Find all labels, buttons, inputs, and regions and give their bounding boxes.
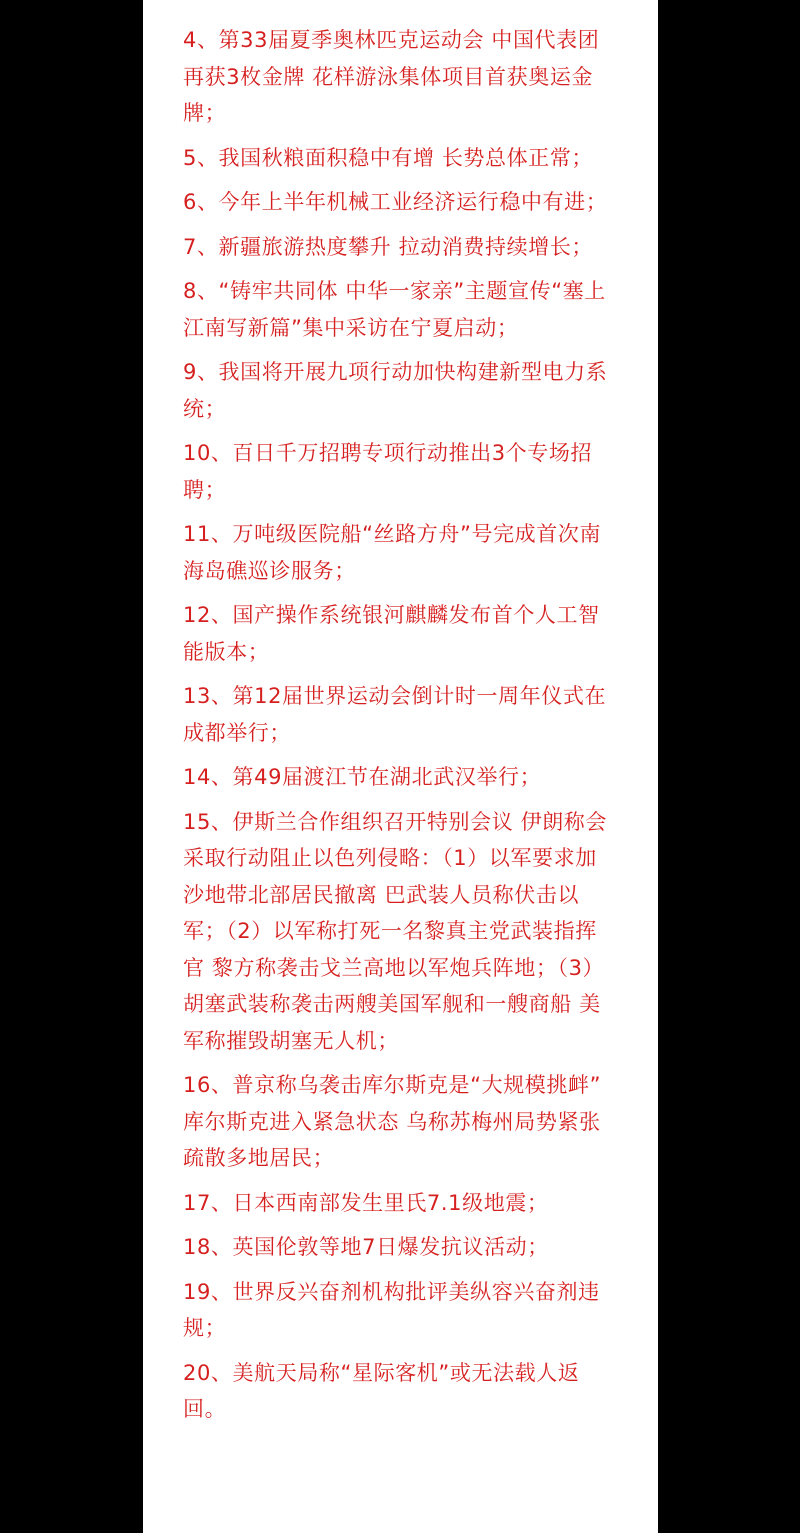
news-item-8: 8、“铸牢共同体 中华一家亲”主题宣传“塞上江南写新篇”集中采访在宁夏启动； — [183, 279, 606, 340]
news-item-5: 5、我国秋粮面积稳中有增 长势总体正常； — [183, 145, 594, 170]
news-item-9: 9、我国将开展九项行动加快构建新型电力系统； — [183, 360, 608, 421]
news-item-16: 16、普京称乌袭击库尔斯克是“大规模挑衅” 库尔斯克进入紧急状态 乌称苏梅州局势紧张 疏散多地居民； — [183, 1073, 602, 1170]
news-item-7: 7、新疆旅游热度攀升 拉动消费持续增长； — [183, 234, 594, 259]
news-list — [183, 22, 613, 1436]
news-item-18: 18、英国伦敦等地7日爆发抗议活动； — [183, 1235, 549, 1259]
news-item-17: 17、日本西南部发生里氏7.1级地震； — [183, 1190, 549, 1215]
news-item-15: 15、伊斯兰合作组织召开特别会议 伊朗称会采取行动阻止以色列侵略：（1）以军要求加沙地带北部居民撤离 巴武装人员称伏击以军；（2）以军称打死一名黎真主党武装指挥官 黎方称袭击戈兰高地以军炮兵阵地；（3）胡塞武装称袭击两艘美国军舰和一艘商船 美军称摧毁胡塞无人机； — [183, 809, 607, 1053]
news-item-19: 19、世界反兴奋剂机构批评美纵容兴奋剂违规； — [183, 1279, 600, 1340]
news-item-6: 6、今年上半年机械工业经济运行稳中有进； — [183, 190, 608, 214]
news-item-4: 4、第33届夏季奥林匹克运动会 中国代表团再获3枚金牌 花样游泳集体项目首获奥运金牌； — [183, 28, 600, 125]
news-item-14: 14、第49届渡江节在湖北武汉举行； — [183, 765, 542, 789]
news-item-11: 11、万吨级医院船“丝路方舟”号完成首次南海岛礁巡诊服务； — [183, 522, 602, 583]
news-item-12: 12、国产操作系统银河麒麟发布首个人工智能版本； — [183, 603, 600, 664]
news-item-20: 20、美航天局称“星际客机”或无法载人返回。 — [183, 1360, 580, 1421]
news-page — [143, 0, 658, 1533]
news-item-10: 10、百日千万招聘专项行动推出3个专场招聘； — [183, 441, 593, 502]
news-item-13: 13、第12届世界运动会倒计时一周年仪式在成都举行； — [183, 684, 607, 745]
